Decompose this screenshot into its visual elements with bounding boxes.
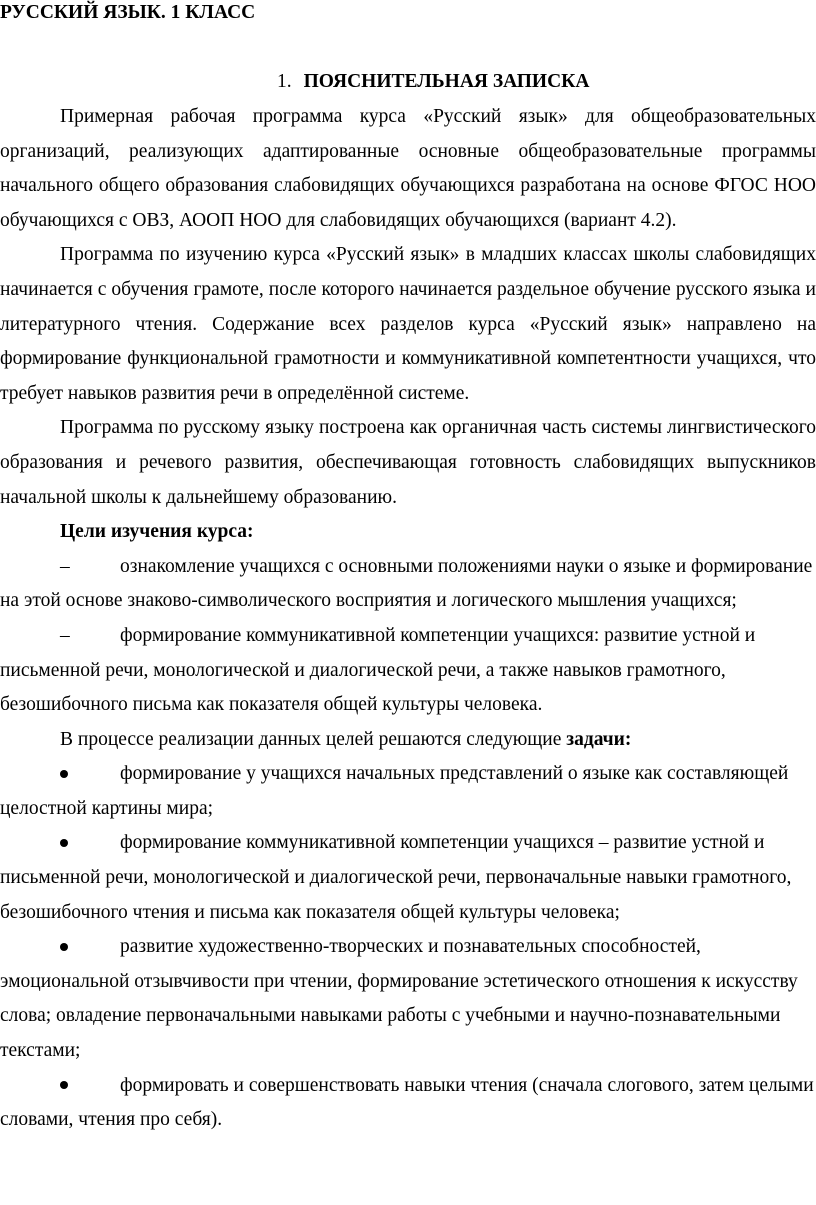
document-title: РУССКИЙ ЯЗЫК. 1 КЛАСС [0,2,256,23]
bullet-icon [60,839,68,847]
section-number: 1. [277,71,292,92]
goals-heading: Цели изучения курса: [60,521,254,543]
tasks-intro-text: В процессе реализации данных целей решаются следующие [60,728,567,750]
goal-item [0,619,816,723]
dash-marker: – [60,624,70,646]
goal-item [0,550,816,619]
bullet-icon [60,770,68,778]
section-heading [277,70,589,94]
paragraph-program: Программа по изучению курса «Русский язык» в младших классах школы слабовидящих начинается с обучения грамоте, после которого начинается раздельное обучение русского языка и литературного чтения. Содержание всех разделов курса «Русский язык» направлено на формирование функциональной грамотности и коммуникативной компетентности учащихся, что требует навыков развития речи в определённой системе. [0,244,816,404]
task-text: формирование коммуникативной компетенции учащихся – развитие устной и письменной речи, монологической и диалогической речи, первоначальные навыки грамотного, безошибочного чтения и письма как показателя общей культуры человека; [0,832,792,923]
section-title: ПОЯСНИТЕЛЬНАЯ ЗАПИСКА [303,71,590,92]
task-item [0,826,816,930]
paragraph-system: Программа по русскому языку построена как органичная часть системы лингвистического образования и речевого развития, обеспечивающая готовность слабовидящих выпускников начальной школы к дальнейшему образованию. [0,417,816,508]
task-text: формировать и совершенствовать навыки чтения (сначала слогового, затем целыми словами, чтения про себя). [0,1074,814,1131]
tasks-intro [0,723,816,758]
task-item [0,930,816,1068]
document-body [0,100,816,1138]
bullet-icon [60,1081,68,1089]
bullet-icon [60,943,68,951]
dash-marker: – [60,555,70,577]
task-text: развитие художественно-творческих и познавательных способностей, эмоциональной отзывчивости при чтении, формирование эстетического отношения к искусству слова; овладение первоначальными навыками работы с учебными и научно-познавательными текстами; [0,936,798,1062]
tasks-word: задачи: [566,728,632,750]
task-item [0,1069,816,1138]
goal-text: формирование коммуникативной компетенции учащихся: развитие устной и письменной речи, монологической и диалогической речи, а также навыков грамотного, безошибочного письма как показателя общей культуры человека. [0,624,756,716]
goal-text: ознакомление учащихся с основными положениями науки о языке и формирование на этой основе знаково-символического восприятия и логического мышления учащихся; [0,555,813,612]
paragraph-intro: Примерная рабочая программа курса «Русский язык» для общеобразовательных организаций, реализующих адаптированные основные общеобразовательные программы начального общего образования слабовидящих обучающихся разработана на основе ФГОС НОО обучающихся с ОВЗ, АООП НОО для слабовидящих обучающихся (вариант 4.2). [0,106,816,231]
task-text: формирование у учащихся начальных представлений о языке как составляющей целостной картины мира; [0,763,789,819]
task-item [0,757,816,826]
